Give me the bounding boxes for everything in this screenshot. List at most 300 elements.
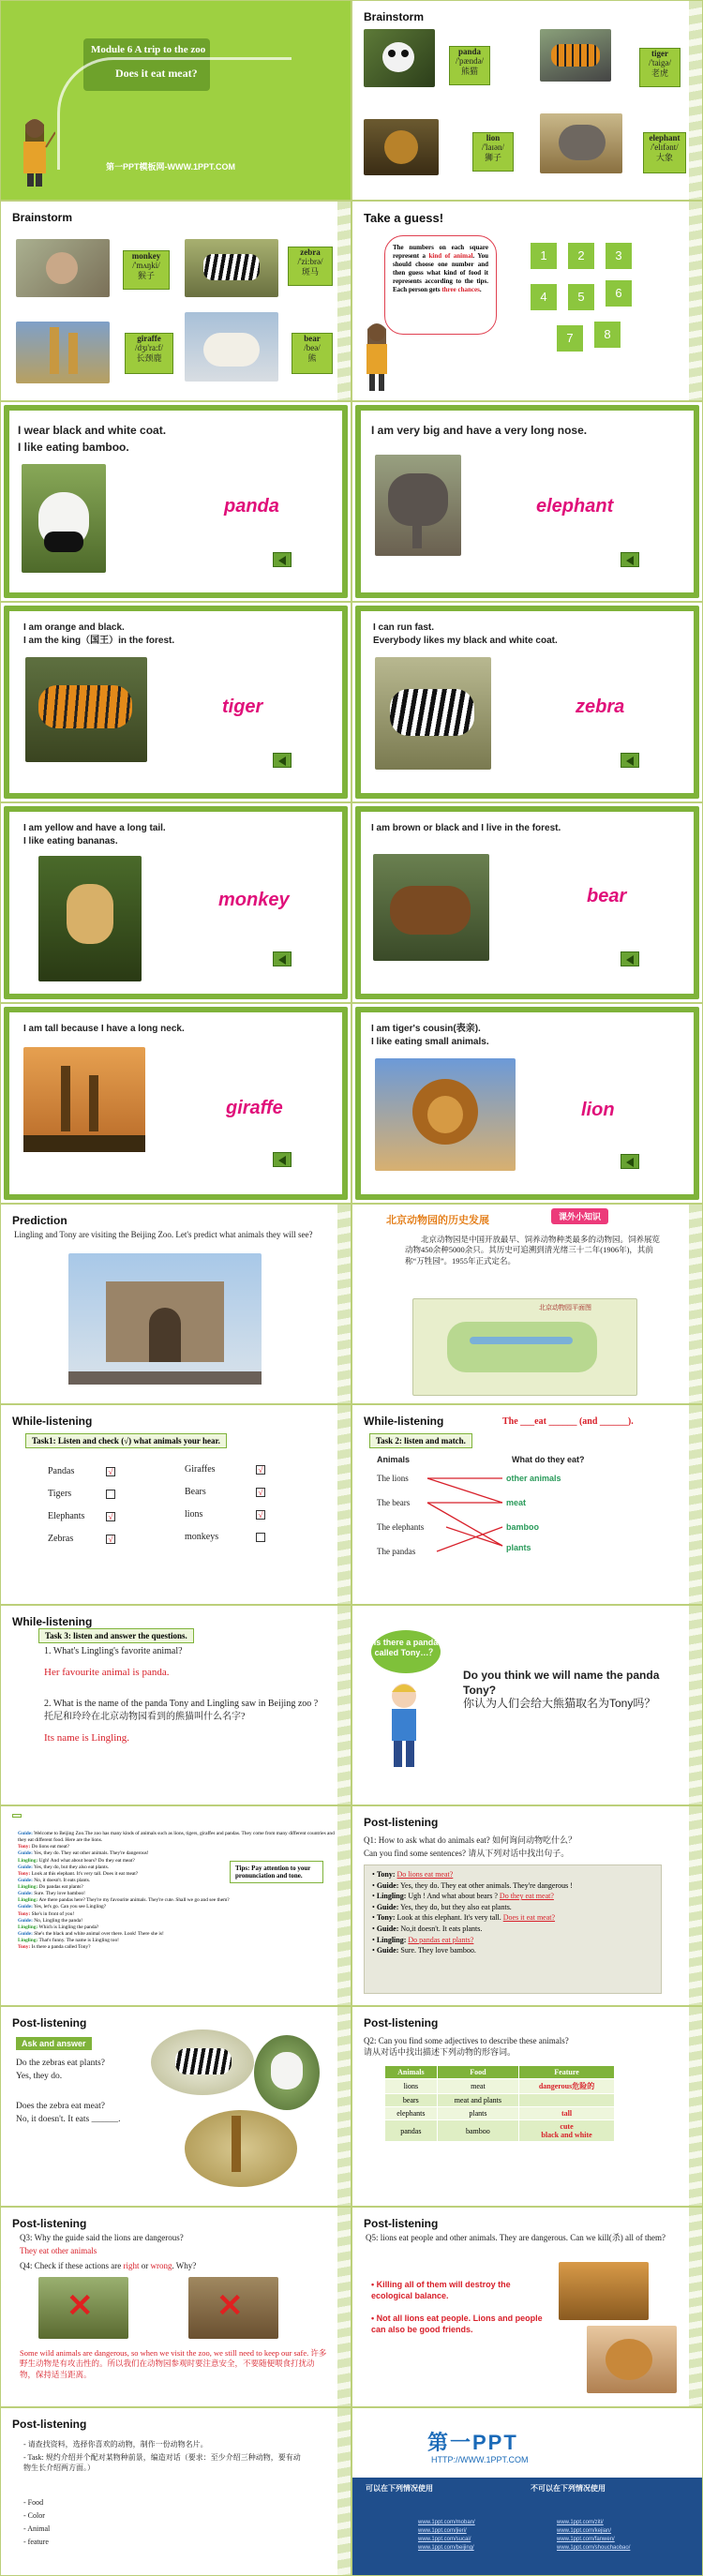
line-text: Are there pandas here? They're my favourite animals. They're cute. Shall we go and see them? [37,1897,230,1904]
excerpt-line: • Guide: Sure. They love bamboo. [372,1946,476,1955]
line-text: No,it doesn't. It eats plants. [398,1924,483,1933]
dialogue-line [18,1897,337,1904]
dialogue-text [18,1831,337,1951]
riddle-line-1: I am tall because I have a long neck. [23,1024,185,1034]
chinese: 斑马 [301,266,319,277]
answer-word: giraffe [226,1098,283,1118]
dialogue-line [18,1925,337,1931]
table-header: Food [437,2066,518,2079]
word: monkey [131,251,161,261]
safety-slide [0,2207,352,2407]
slide-title: Post-listening [364,1816,439,1829]
tip-bubble [384,235,497,335]
question-1: Do the zebras eat plants? [16,2059,105,2068]
pattern-part: ___eat ______ [520,1416,577,1427]
phonetic: /'pændə/ [455,56,485,67]
giraffe-photo [23,1047,145,1152]
answer-word: zebra [576,696,625,717]
check-row [185,1508,288,1531]
back-button[interactable] [621,1154,639,1169]
monkey-photo [38,856,142,981]
riddle-tiger-slide [0,602,352,802]
key-sentence: Do lions eat meat? [396,1870,454,1879]
table-cell [519,2094,615,2107]
line-text: She's the black and white animal over there. Look! There she is! [32,1930,164,1937]
approach-photo [188,2277,278,2339]
title-slide [0,0,352,201]
resource-link[interactable]: www.1ppt.com/sucai/ [418,2537,471,2542]
animal-name: Zebras [48,1534,74,1544]
zebra-photo [375,657,491,770]
speaker: Guide: [18,1831,33,1836]
brainstorm-slide-2 [0,201,352,401]
slide-title: While-listening [12,1415,93,1428]
leaf-border [689,202,702,400]
monkey-card [123,250,170,290]
item: - Color [23,2511,45,2520]
guess-square-4[interactable]: 4 [531,284,557,310]
tips-box: Tips: Pay attention to your pronunciation and tone. [230,1861,323,1883]
check-column-right [185,1463,288,1553]
item: - Animal [23,2524,51,2533]
table-cell: tall [519,2107,615,2120]
excerpt-line: • Lingling: Do pandas eat plants? [372,1935,474,1944]
monkey-photo [16,239,110,297]
checkbox[interactable] [106,1490,115,1499]
question-chinese: 请从对话中找出描述下列动物的形容词。 [364,2047,516,2057]
riddle-line-1: I can run fast. [373,622,435,633]
key-sentence: Do they eat meat? [499,1892,554,1901]
dialogue-line [18,1938,337,1944]
excerpt-line: • Tony: Do lions eat meat? [372,1870,454,1879]
slide-title: While-listening [364,1415,444,1428]
table-cell: lions [385,2079,438,2094]
table-cell: bears [385,2094,438,2107]
line-text: Is there a panda called Tony? [30,1944,91,1951]
table-row [385,2120,615,2142]
teacher-icon [358,320,396,395]
elephant-photo [375,455,461,556]
answer-word: panda [224,496,279,517]
riddle-bear-slide [352,802,703,1003]
line-text: Yes, they do. They eat other animals. They're dangerous ! [398,1880,573,1890]
wrong-mark-icon: ✕ [217,2288,244,2324]
phonetic: /'zi:brə/ [297,257,323,267]
speaker: Lingling: [18,1924,38,1930]
answer-word: bear [587,886,627,906]
chinese: 老虎 [651,67,668,78]
zebra-photo [151,2029,254,2095]
check-row [185,1486,288,1508]
site-link[interactable]: 第一PPT模板网-WWW.1PPT.COM [106,162,235,172]
link-list [418,2519,690,2553]
question-english: Do you think we will name the panda Tony? [463,1669,660,1698]
lion-card [472,132,514,172]
resource-link[interactable]: www.1ppt.com/jieri/ [418,2528,467,2534]
animal-name: Tigers [48,1489,72,1499]
speaker: Lingling: [18,1897,38,1904]
can-use-title: 可以在下列情况使用 [366,2484,433,2493]
slide-title: Take a guess! [364,211,444,225]
line-text: Look at this elephant. It's very tall. Does it eat meat? [30,1870,139,1877]
excerpt-line: • Guide: Yes, they do. They eat other animals. They're dangerous ! [372,1880,573,1890]
task-line-2: - Task: 规约介绍并个配对某物种前景，编造对话（要求：至少介绍三种动物，要有动物生长介绍两方面。） [23,2453,301,2472]
ecology-slide [352,2207,703,2407]
q4-wrong: wrong [150,2261,172,2270]
panda-photo [254,2035,320,2110]
line-text: Yes, let's go. Can you see Lingling? [32,1904,107,1910]
history-title: 北京动物园的历史发展 [386,1215,489,1226]
checkbox[interactable]: √ [256,1488,265,1497]
dialogue-line [18,1944,337,1951]
item: - Food [23,2498,44,2507]
prediction-text: Lingling and Tony are visiting the Beijing Zoo. Let's predict what animals they will see? [14,1230,313,1239]
checkbox[interactable]: √ [106,1512,115,1521]
table-cell: dangerous危险的 [519,2079,615,2094]
resource-link[interactable]: www.1ppt.com/shouchaobao/ [557,2545,631,2551]
line-text: Yes, they do, but they also eat plants. [32,1864,110,1870]
match-food: other animals [506,1474,561,1483]
check-row [48,1533,142,1555]
task-label [12,1814,22,1818]
table-row [385,2079,615,2094]
dialogue-line [18,1865,337,1871]
zebra-photo [185,239,278,297]
pattern-part: The [502,1416,521,1427]
zebra-card [288,247,333,286]
leaf-border [337,1205,351,1403]
answer-word: lion [581,1100,615,1120]
speaker: Tony: [18,1870,31,1877]
back-button[interactable] [621,951,639,966]
tip-text: . You should choose one number and then guess what kind of food it represents according to the tips. Each person gets [393,252,488,294]
match-animal: The bears [377,1498,411,1507]
excerpt-line: • Tony: Look at this elephant. It's very tall. Does it eat meat? [372,1913,556,1923]
resource-link[interactable]: www.1ppt.com/fanwen/ [557,2537,615,2542]
lion-photo [364,119,439,175]
slide-title: Post-listening [364,2016,439,2029]
checkbox[interactable]: √ [106,1467,115,1476]
line-text: Ugh! And what about bears? Do they eat meat? [37,1857,135,1864]
chinese: 长颈鹿 [136,352,162,363]
excerpt-line: • Lingling: Ugh ! And what about bears ? Do they eat meat? [372,1892,554,1901]
riddle-elephant-slide [352,401,703,602]
elephant-card [643,132,686,173]
tiger-card [639,48,681,87]
speaker: Lingling: [18,1938,38,1943]
slide-title: Post-listening [12,2016,87,2029]
table-header: Animals [385,2066,438,2079]
question-2: Can you find some sentences? 请从下列对话中找出句子。 [364,1849,570,1858]
pattern-part: (and ______). [576,1416,634,1427]
check-row [48,1465,142,1488]
safety-note: Some wild animals are dangerous, so when we visit the zoo, we still need to keep our safe. 许多野生动物是有攻击性的。所以我们在动物园参观时要注意安全，不要随便喂食打扰动物，保持适当距离。 [20,2348,327,2379]
excerpt-line: • Guide: Yes, they do, but they also eat plants. [372,1902,512,1911]
table-cell: meat [437,2079,518,2094]
line-text: Do lions eat meat? [30,1844,69,1850]
giraffe-photo [185,2110,297,2187]
speaker: Lingling: [376,1892,407,1901]
answer-word: monkey [218,890,290,910]
riddle-lion-slide [352,1003,703,1204]
slide-title: Post-listening [12,2418,87,2431]
riddle-line-2: I am the king（国王）in the forest. [23,636,175,646]
slide-title: While-listening [12,1615,93,1628]
key-sentence: Do pandas eat plants? [408,1935,474,1944]
brand-logo: 第一PPT [427,2431,518,2454]
match-food: plants [506,1543,531,1552]
chinese: 熊猫 [460,66,478,76]
prediction-slide [0,1204,352,1404]
answer-1: Her favourite animal is panda. [44,1667,170,1678]
leaf-border [337,1405,351,1604]
match-animal: The lions [377,1474,409,1483]
task4-slide [0,1805,352,2006]
check-row [185,1463,288,1486]
tip-text: The numbers on each square represent a [393,244,488,261]
q4-text: or [139,2261,151,2270]
dialogue-line [18,1850,337,1857]
map-label: 北京动物园平面图 [539,1305,591,1311]
guess-slide [352,201,703,401]
ask-answer-slide [0,2006,352,2207]
checkbox[interactable]: √ [256,1510,265,1520]
chinese: 熊 [307,352,317,363]
back-button[interactable] [273,1152,292,1167]
dialogue-line [18,1931,337,1938]
speaker: Tony: [376,1870,396,1879]
leaf-border [689,2208,702,2406]
word: bear [304,334,321,343]
giraffe-card [125,333,173,374]
task-line-1: - 请查找资料，选择你喜欢的动物，制作一份动物名片。 [23,2440,208,2449]
riddle-zebra-slide [352,602,703,802]
question-1: 1. What's Lingling's favorite animal? [44,1646,183,1656]
tip-text: . [479,286,482,294]
table-header: Feature [519,2066,615,2079]
ask-answer-label: Ask and answer [16,2037,92,2050]
tiger-photo [540,29,611,82]
guess-square-2[interactable]: 2 [568,243,594,269]
answer-2: No, it doesn't. It eats ______. [16,2115,121,2124]
leaf-border [689,1,702,200]
slide-title: Brainstorm [364,10,425,23]
speaker: Guide: [18,1891,33,1897]
answer-word: tiger [222,696,263,717]
table-cell: bamboo [437,2120,518,2142]
riddle-line-1: I am tiger's cousin(表亲). [371,1024,481,1034]
adjective-table [384,2065,615,2142]
match-food: meat [506,1498,527,1507]
riddle-giraffe-slide [0,1003,352,1204]
question-chinese: 你认为人们会给大熊猫取名为Tony吗？ [463,1697,656,1710]
check-row [185,1531,288,1553]
question: Q2: Can you find some adjectives to describe these animals? [364,2036,569,2045]
back-button[interactable] [273,552,292,567]
slide-title: Post-listening [364,2217,439,2230]
tip-highlight: three chances [441,286,480,294]
cannot-use-title: 不可以在下列情况使用 [531,2484,606,2493]
line-text: Look at this elephant. It's very tall. [395,1913,503,1923]
table-row [385,2107,615,2120]
module-title: Module 6 A trip to the zoo [91,44,206,55]
word: elephant [649,133,681,142]
phonetic: /'taigə/ [648,58,672,68]
riddle-line-2: Everybody likes my black and white coat. [373,636,558,646]
line-text: Yes, they do. They eat other animals. They're dangerous! [32,1850,149,1857]
question-1: Q1: How to ask what do animals eat? 如何询问动物吃什么？ [364,1835,576,1845]
speech-bubble: Is there a panda called Tony…？ [371,1630,441,1673]
dialogue-line [18,1858,337,1865]
dialogue-line [18,1911,337,1918]
resource-link[interactable]: www.1ppt.com/kejian/ [557,2528,612,2534]
resource-link[interactable]: www.1ppt.com/ziti/ [557,2520,604,2525]
riddle-line-2: I like eating bamboo. [18,441,129,454]
boy-icon [381,1679,427,1773]
check-row [48,1510,142,1533]
guess-square-7[interactable]: 7 [557,325,583,352]
phonetic: /'laɪən/ [481,142,505,153]
bear-card [292,333,333,374]
q4-right: right [123,2261,140,2270]
riddle-line-2: I like eating bananas. [23,836,118,846]
q4-text: Q4: Check if these actions are [20,2261,124,2270]
riddle-panda-slide [0,401,352,602]
leaf-border [689,1606,702,1805]
question-3: Q3: Why the guide said the lions are dangerous? [20,2233,184,2242]
phonetic: /beə/ [304,343,321,353]
word: zebra [300,247,321,257]
ending-slide [352,2407,703,2576]
speaker: Guide: [376,1946,399,1955]
guess-square-6[interactable]: 6 [606,280,632,307]
checkbox[interactable] [256,1533,265,1542]
dialogue-excerpt [364,1865,662,1994]
slide-title: Brainstorm [12,211,73,224]
task-label: Task 2: listen and match. [369,1433,472,1448]
speaker: Guide: [18,1904,33,1910]
table-cell: elephants [385,2107,438,2120]
speaker: Tony: [18,1910,31,1917]
riddle-line-1: I am yellow and have a long tail. [23,823,166,833]
bear-photo [373,854,489,961]
line-text: Ugh ! And what about bears ? [406,1892,500,1901]
line-text: Which is Lingling the panda? [37,1924,99,1930]
match-lines [352,1405,703,1605]
speaker: Tony: [376,1913,396,1923]
guess-square-5[interactable]: 5 [568,284,594,310]
check-row [48,1488,142,1510]
phonetic: /'elɪfənt/ [651,142,679,153]
guess-square-8[interactable]: 8 [594,322,621,348]
adjectives-slide [352,2006,703,2207]
riddle-monkey-slide [0,802,352,1003]
leaf-border [689,2007,702,2206]
brainstorm-slide-1 [352,0,703,201]
elephant-photo [540,113,622,173]
phonetic: /'mʌŋki/ [132,261,160,271]
match-animal: The pandas [377,1547,416,1556]
dialogue-line [18,1844,337,1850]
question-5: Q5: lions eat people and other animals. They are dangerous. Can we kill(杀) all of them? [366,2233,666,2242]
line-text: Sure. They love bamboo. [398,1946,476,1955]
back-button[interactable] [273,753,292,768]
task2-slide [352,1404,703,1605]
speaker: Lingling: [18,1884,38,1890]
bullet-1: • Killing all of them will destroy the ecological balance. [371,2280,511,2301]
speaker: Lingling: [18,1857,38,1864]
back-button[interactable] [621,552,639,567]
task-label: Task 3: listen and answer the questions. [38,1628,194,1643]
leaf-border [337,1806,351,2005]
checkbox[interactable]: √ [106,1535,115,1544]
speaker: Guide: [376,1924,399,1933]
line-text: No, it doesn't. It eats plants. [32,1877,91,1883]
leaf-border [689,1806,702,2005]
resource-link[interactable]: www.1ppt.com/moban/ [418,2520,475,2525]
lion-photo [375,1058,516,1171]
leaf-border [337,202,351,400]
zoo-gate-photo [68,1253,262,1385]
guess-square-1[interactable]: 1 [531,243,557,269]
answer-word: elephant [536,496,614,517]
riddle-line-1: I am brown or black and I live in the forest. [371,823,561,833]
animal-name: Elephants [48,1511,85,1521]
bullet-text: Not all lions eat people. Lions and people can also be good friends. [371,2314,543,2335]
speaker: Tony: [18,1944,31,1951]
animal-name: Giraffes [185,1464,216,1475]
speaker: Guide: [376,1902,399,1911]
match-animal: The elephants [377,1522,425,1532]
question-2: 2. What is the name of the panda Tony and Lingling saw in Beijing zoo ?托尼和玲玲在北京动物园看到的熊猫叫什么名字? [44,1699,319,1722]
key-sentence: Does it eat meat? [502,1913,556,1923]
task3-slide [0,1605,352,1805]
column-header-food: What do they eat? [512,1455,585,1464]
line-text: No, Lingling the panda! [32,1917,83,1924]
animal-name: lions [185,1509,203,1520]
slide-title: Prediction [12,1214,67,1227]
speaker: Guide: [18,1850,33,1857]
back-button[interactable] [621,753,639,768]
post-listening-q1-slide [352,1805,703,2006]
leaf-border [337,2007,351,2206]
panda-photo [364,29,435,87]
lesson-title: Does it eat meat? [115,67,198,80]
back-button[interactable] [273,951,292,966]
dialogue-line [18,1918,337,1925]
teacher-icon [14,113,55,188]
riddle-line-1: I am very big and have a very long nose. [371,424,588,437]
resource-link[interactable]: www.1ppt.com/beijing/ [418,2545,474,2551]
line-text: Sure. They love bamboo! [32,1891,85,1897]
panda-photo [22,464,106,573]
bear-photo [185,312,278,382]
guess-square-3[interactable]: 3 [606,243,632,269]
leaf-border [689,1205,702,1403]
feeding-photo [38,2277,128,2339]
line-text: Do pandas eat plants? [37,1884,83,1890]
wrong-mark-icon: ✕ [67,2288,94,2324]
line-text: Yes, they do, but they also eat plants. [398,1902,512,1911]
word: panda [457,47,482,56]
word: tiger [651,49,668,58]
info-panel [352,2478,703,2576]
zoo-history-slide [352,1204,703,1404]
checkbox[interactable]: √ [256,1465,265,1475]
brand-url[interactable]: HTTP://WWW.1PPT.COM [431,2455,529,2464]
chinese: 大象 [655,152,673,162]
animal-name: Bears [185,1487,206,1497]
